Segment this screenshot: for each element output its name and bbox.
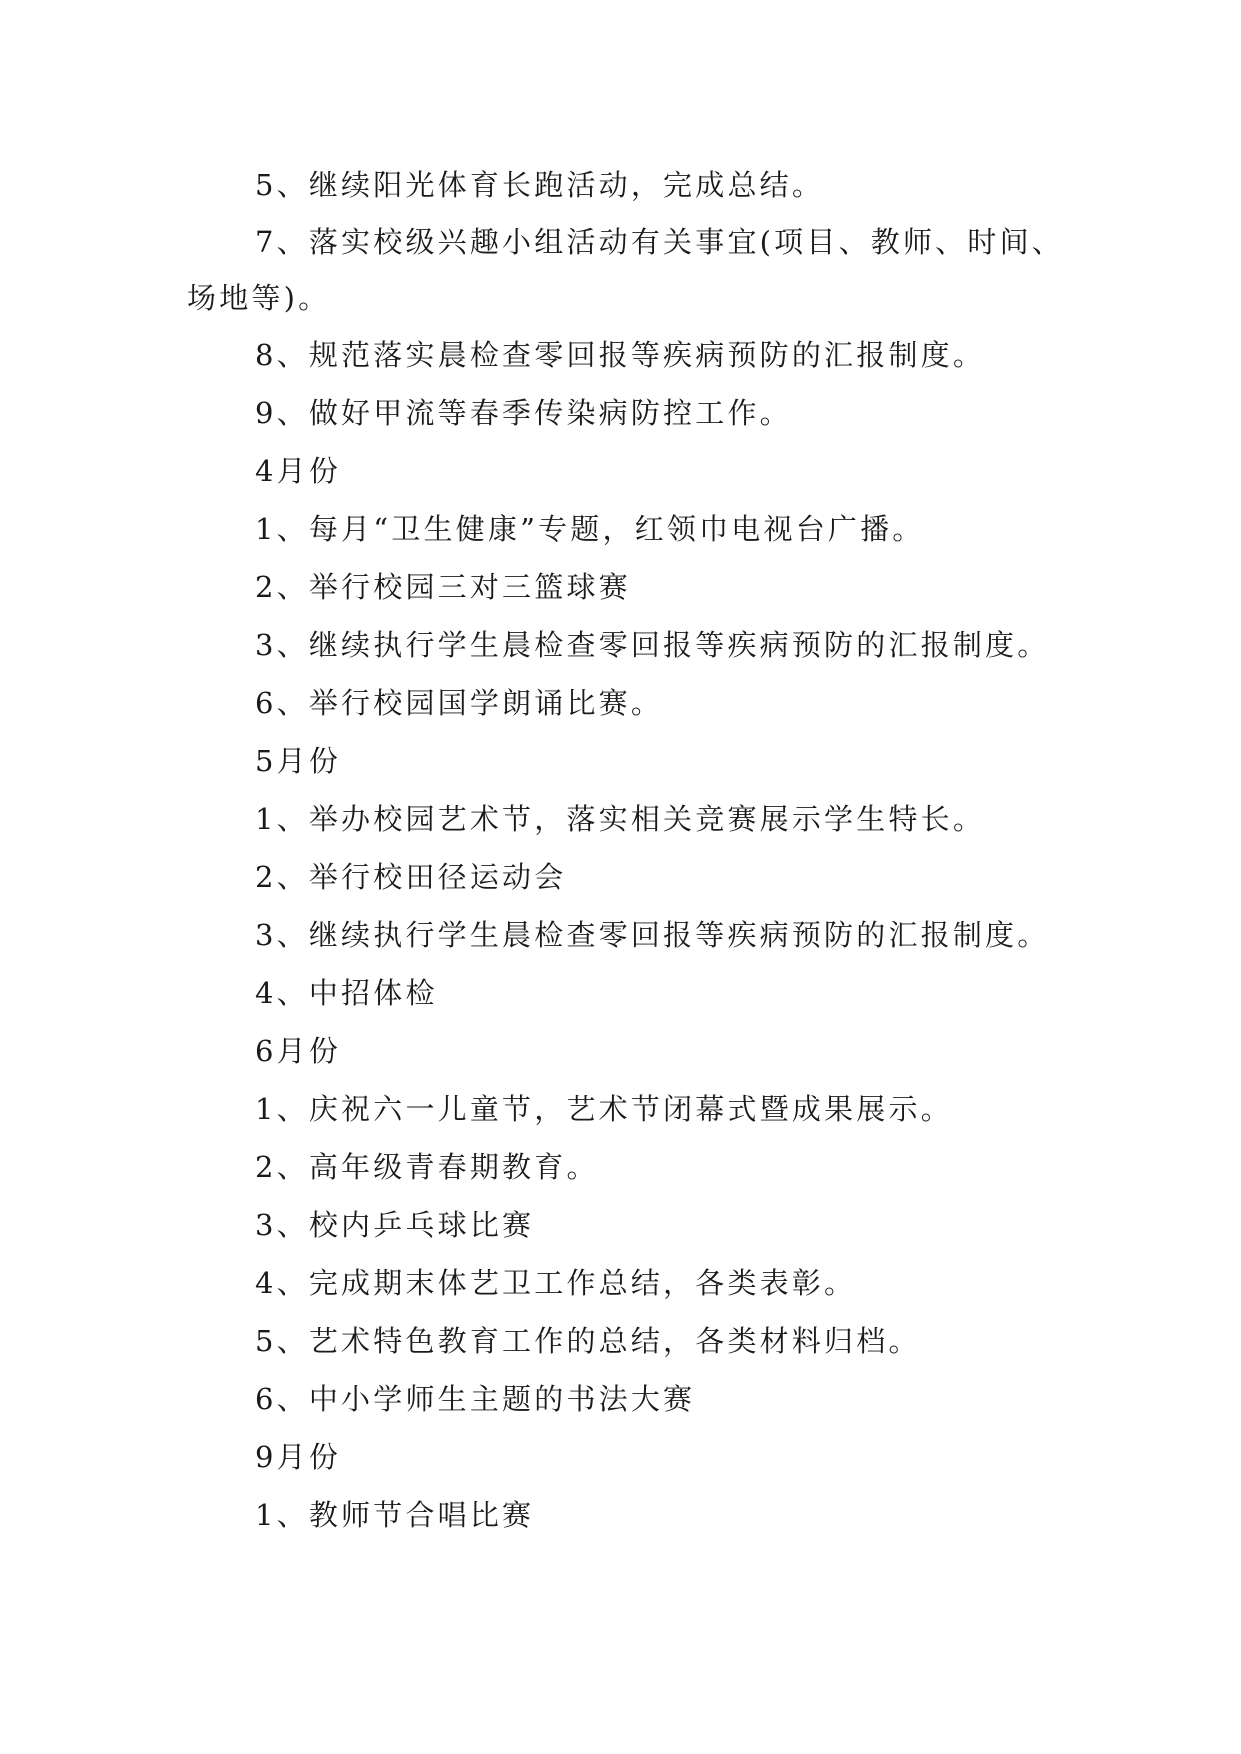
month-heading: 9月份 (255, 1440, 342, 1474)
paragraph-item: 6、中小学师生主题的书法大赛 (255, 1382, 696, 1416)
month-heading: 4月份 (255, 454, 342, 488)
paragraph-item: 5、继续阳光体育长跑活动，完成总结。 (255, 168, 825, 202)
paragraph-item: 6、举行校园国学朗诵比赛。 (255, 686, 664, 720)
paragraph-item: 8、规范落实晨检查零回报等疾病预防的汇报制度。 (255, 338, 986, 372)
paragraph-item: 5、艺术特色教育工作的总结，各类材料归档。 (255, 1324, 921, 1358)
paragraph-item: 9、做好甲流等春季传染病防控工作。 (255, 396, 792, 430)
paragraph-item: 1、庆祝六一儿童节，艺术节闭幕式暨成果展示。 (255, 1092, 953, 1126)
document-body (187, 156, 1067, 1544)
paragraph-item: 1、每月“卫生健康”专题，红领巾电视台广播。 (255, 512, 925, 546)
paragraph-item: 2、举行校园三对三篮球赛 (255, 570, 631, 604)
paragraph-item: 7、落实校级兴趣小组活动有关事宜(项目、教师、时间、场地等)。 (187, 225, 1064, 315)
paragraph-item: 4、完成期末体艺卫工作总结，各类表彰。 (255, 1266, 857, 1300)
month-heading: 5月份 (255, 744, 342, 778)
paragraph-item: 3、继续执行学生晨检查零回报等疾病预防的汇报制度。 (255, 918, 1050, 952)
paragraph-item: 2、举行校田径运动会 (255, 860, 567, 894)
paragraph-item: 1、举办校园艺术节，落实相关竞赛展示学生特长。 (255, 802, 986, 836)
paragraph-item: 3、继续执行学生晨检查零回报等疾病预防的汇报制度。 (255, 628, 1050, 662)
month-heading: 6月份 (255, 1034, 342, 1068)
paragraph-item: 4、中招体检 (255, 976, 438, 1010)
paragraph-item: 1、教师节合唱比赛 (255, 1498, 535, 1532)
paragraph-item: 2、高年级青春期教育。 (255, 1150, 599, 1184)
paragraph-item: 3、校内乒乓球比赛 (255, 1208, 535, 1242)
